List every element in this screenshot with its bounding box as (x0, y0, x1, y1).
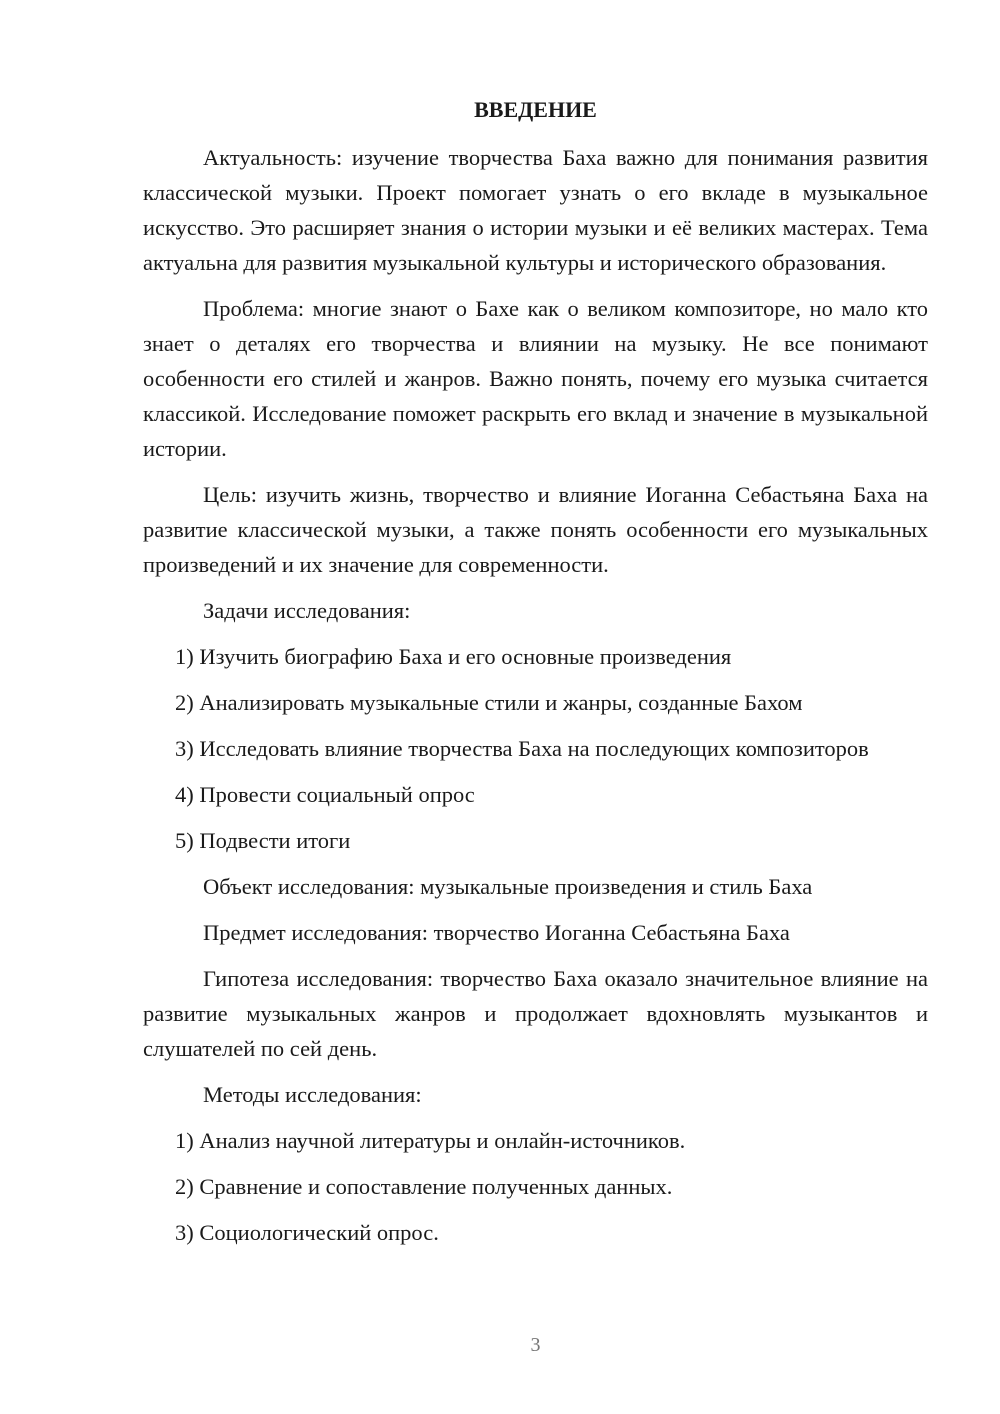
research-subject: Предмет исследования: творчество Иоганна Себастьяна Баха (203, 920, 790, 945)
methods-label: Методы исследования: (203, 1082, 422, 1107)
research-object: Объект исследования: музыкальные произведения и стиль Баха (203, 874, 813, 899)
task-item-4: 4) Провести социальный опрос (175, 782, 475, 807)
method-item-1: 1) Анализ научной литературы и онлайн-источников. (175, 1128, 686, 1153)
paragraph-problem: Проблема: многие знают о Бахе как о великом композиторе, но мало кто знает о деталях его творчества и влиянии на музыку. Не все понимают особенности его стилей и жанров. Важно понять, почему его музыка считается классикой. Исследование поможет раскрыть его вклад и значение в музыкальной истории. (143, 296, 928, 461)
tasks-label: Задачи исследования: (203, 598, 411, 623)
method-item-3: 3) Социологический опрос. (175, 1220, 439, 1245)
document-page (143, 0, 928, 1414)
task-item-3: 3) Исследовать влияние творчества Баха на последующих композиторов (175, 736, 869, 761)
method-item-2: 2) Сравнение и сопоставление полученных данных. (175, 1174, 673, 1199)
task-item-1: 1) Изучить биографию Баха и его основные произведения (175, 644, 732, 669)
paragraph-goal: Цель: изучить жизнь, творчество и влияние Иоганна Себастьяна Баха на развитие классической музыки, а также понять особенности его музыкальных произведений и их значение для современности. (143, 482, 928, 577)
page-number: 3 (530, 1334, 541, 1356)
task-item-5: 5) Подвести итоги (175, 828, 351, 853)
paragraph-relevance: Актуальность: изучение творчества Баха важно для понимания развития классической музыки. Проект помогает узнать о его вкладе в музыкальное искусство. Это расширяет знания о истории музыки и её великих мастерах. Тема актуальна для развития музыкальной культуры и исторического образования. (143, 145, 928, 275)
document-body (143, 140, 928, 1250)
research-hypothesis: Гипотеза исследования: творчество Баха оказало значительное влияние на развитие музыкальных жанров и продолжает вдохновлять музыкантов и слушателей по сей день. (143, 966, 928, 1061)
task-item-2: 2) Анализировать музыкальные стили и жанры, созданные Бахом (175, 690, 803, 715)
section-heading: ВВЕДЕНИЕ (474, 97, 597, 122)
